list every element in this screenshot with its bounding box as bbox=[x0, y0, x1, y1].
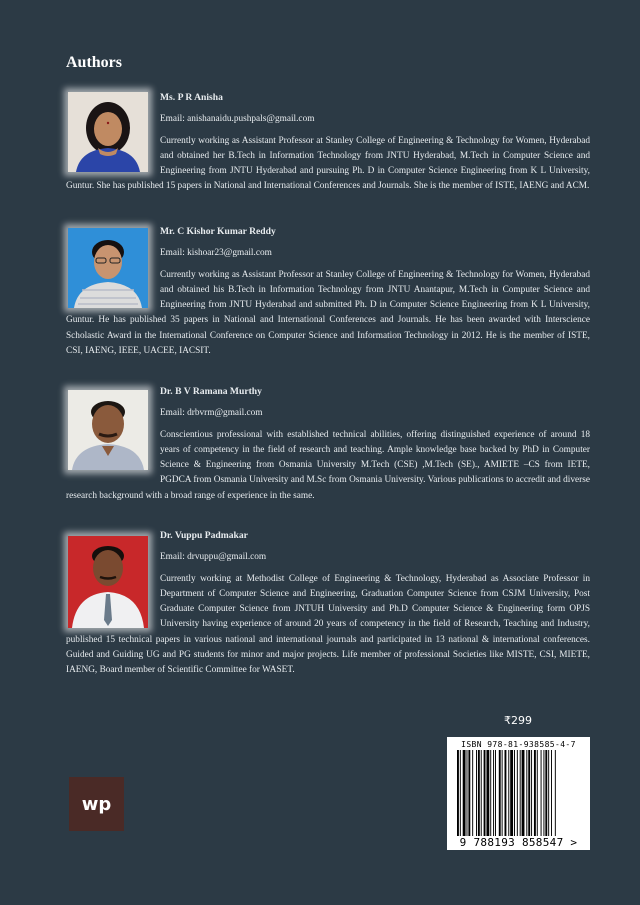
barcode-bar bbox=[528, 750, 530, 836]
page-title: Authors bbox=[66, 54, 123, 71]
barcode-bar bbox=[541, 750, 542, 836]
author-name: Dr. B V Ramana Murthy bbox=[160, 386, 262, 397]
isbn-label: ISBN 978-81-938585-4-7 bbox=[461, 740, 576, 749]
barcode-bar bbox=[551, 750, 552, 836]
barcode-bar bbox=[543, 750, 544, 836]
author-email: Email: anishanaidu.pushpals@gmail.com bbox=[160, 114, 315, 125]
barcode-bar bbox=[522, 750, 525, 836]
author-bio: Conscientious professional with established technical abilities, offering distinguished experience of around 18 years of competency in the field of research and teaching. Ample knowledge base backed by PhD in Computer Science & Engineering from Osmania University M.Tech (CSE) ,M.Tech (SE)., AMIETE –CS from IETE, PGDCA from Osmania University and M.Sc from Osmania University. Various publications to accredit and diverse research background with a broad range of experience in the same. bbox=[66, 429, 590, 501]
author-card bbox=[66, 384, 590, 504]
barcode-bar bbox=[514, 750, 515, 836]
author-photo bbox=[68, 390, 148, 470]
author-photo bbox=[68, 228, 148, 308]
barcode-bar bbox=[499, 750, 501, 836]
author-bio: Currently working at Methodist College of Engineering & Technology, Hyderabad as Associate Professor in Department of Computer Science and Engineering, Graduation Computer Science from CSJM University, Post Graduate Computer Science from JNTUH University and Ph.D Computer Science & Engineering form OPJS University having experience of around 20 years of competency in the field of Research, Teaching and Industry, published 15 technical papers in various national and international journals and participated in 13 national & international conferences. Guided and Guiding UG and PG students for minor and major projects. Life member of professional Societies like MISTE, CSI, MIETE, IAENG, Board member of Scientific Committee for WASET. bbox=[66, 573, 590, 676]
barcode-bar bbox=[548, 750, 549, 836]
barcode-bar bbox=[545, 750, 547, 836]
barcode-bar bbox=[505, 750, 507, 836]
barcode-digits: 9 788193 858547 > bbox=[449, 836, 588, 849]
barcode-bar bbox=[534, 750, 536, 836]
barcode-bar bbox=[490, 750, 491, 836]
price: ₹299 bbox=[504, 714, 532, 727]
author-name: Ms. P R Anisha bbox=[160, 92, 223, 103]
barcode-bar bbox=[508, 750, 509, 836]
barcode-bar bbox=[457, 750, 459, 836]
author-name: Mr. C Kishor Kumar Reddy bbox=[160, 226, 276, 237]
barcode-bar bbox=[486, 750, 489, 836]
barcode-bars bbox=[457, 750, 580, 836]
barcode-bar bbox=[510, 750, 513, 836]
publisher-logo: wp bbox=[69, 777, 124, 831]
barcode-bar bbox=[484, 750, 486, 836]
author-bio: Currently working as Assistant Professor at Stanley College of Engineering & Technology for Women, Hyderabad and obtained his B.Tech in Information Technology from JNTU Anantapur, M.Tech in Computer Science and Engineering from JNTU Hyderabad and submitted Ph. D in Computer Science Engineering from K L University, Guntur. He has published 35 papers in National and International Conferences and Journals. He has been awarded with Interscience Scholastic Award in the International Conference on Computer Science and Information Technology in 2012. He is the member of ISTE, CSI, IAENG, IEEE, UACEE, IACSIT. bbox=[66, 269, 590, 357]
author-photo bbox=[68, 92, 148, 172]
barcode-bar bbox=[555, 750, 556, 836]
barcode-bar bbox=[526, 750, 527, 836]
author-email: Email: kishoar23@gmail.com bbox=[160, 248, 272, 259]
author-email: Email: drvuppu@gmail.com bbox=[160, 552, 267, 563]
barcode-bar bbox=[531, 750, 532, 836]
barcode-bar bbox=[460, 750, 461, 836]
author-email: Email: drbvrm@gmail.com bbox=[160, 408, 263, 419]
barcode-bar bbox=[502, 750, 503, 836]
barcode-bar bbox=[493, 750, 494, 836]
barcode-bar bbox=[472, 750, 473, 836]
barcode-bar bbox=[481, 750, 482, 836]
author-bio: Currently working as Assistant Professor at Stanley College of Engineering & Technology for Women, Hyderabad and obtained her B.Tech in Information Technology from JNTU Hyderabad, M.Tech in Computer Science and Engineering from JNTU Hyderabad and pursuing Ph. D in Computer Science Engineering from K L University, Guntur. She has published 15 papers in National and International Conferences and Journals. She is the member of ISTE, IAENG and ACM. bbox=[66, 135, 590, 192]
barcode-bar bbox=[537, 750, 538, 836]
author-name: Dr. Vuppu Padmakar bbox=[160, 530, 248, 541]
barcode-bar bbox=[463, 750, 466, 836]
author-photo bbox=[68, 536, 148, 628]
isbn-barcode bbox=[447, 737, 590, 850]
barcode-bar bbox=[517, 750, 518, 836]
author-card bbox=[66, 90, 590, 195]
barcode-bar bbox=[520, 750, 521, 836]
barcode-bar bbox=[478, 750, 480, 836]
barcode-bar bbox=[495, 750, 496, 836]
author-card bbox=[66, 224, 590, 359]
barcode-bar bbox=[467, 750, 468, 836]
barcode-bar bbox=[468, 750, 470, 836]
barcode-bar bbox=[476, 750, 477, 836]
author-card bbox=[66, 528, 590, 679]
